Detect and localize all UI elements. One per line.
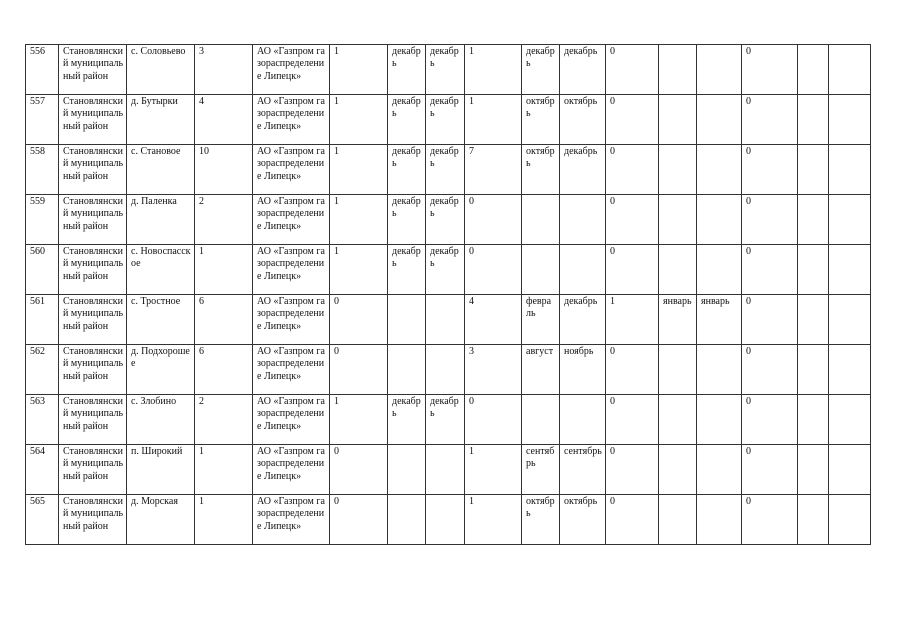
plan-a-to: декабрь [426, 95, 465, 145]
plan-c-to [697, 345, 742, 395]
count-cell: 1 [195, 495, 253, 545]
plan-b-to: ноябрь [560, 345, 606, 395]
plan-c-qty: 0 [606, 495, 659, 545]
table-row [26, 395, 871, 445]
organization-cell: АО «Газпром газораспределение Липецк» [253, 395, 330, 445]
extra-cell-1 [798, 345, 829, 395]
plan-c-qty: 0 [606, 245, 659, 295]
plan-c-qty: 0 [606, 345, 659, 395]
settlement-cell: с. Новоспасское [127, 245, 195, 295]
district-cell: Становлянский муниципальный район [59, 95, 127, 145]
plan-a-qty: 1 [330, 145, 388, 195]
plan-a-from: декабрь [388, 45, 426, 95]
plan-c-qty: 0 [606, 195, 659, 245]
count-cell: 2 [195, 395, 253, 445]
extra-cell-1 [798, 145, 829, 195]
plan-b-to: декабрь [560, 295, 606, 345]
plan-a-from: декабрь [388, 245, 426, 295]
organization-cell: АО «Газпром газораспределение Липецк» [253, 45, 330, 95]
settlement-cell: д. Паленка [127, 195, 195, 245]
extra-cell-1 [798, 445, 829, 495]
plan-b-to: декабрь [560, 145, 606, 195]
plan-a-from [388, 295, 426, 345]
plan-b-from [522, 395, 560, 445]
district-cell: Становлянский муниципальный район [59, 395, 127, 445]
extra-cell-1 [798, 195, 829, 245]
count-cell: 6 [195, 345, 253, 395]
settlement-cell: д. Подхорошее [127, 345, 195, 395]
extra-cell-2 [829, 395, 871, 445]
district-cell: Становлянский муниципальный район [59, 195, 127, 245]
plan-b-from [522, 195, 560, 245]
extra-cell-1 [798, 395, 829, 445]
plan-c-qty: 0 [606, 445, 659, 495]
district-cell: Становлянский муниципальный район [59, 495, 127, 545]
settlement-cell: с. Злобино [127, 395, 195, 445]
plan-a-qty: 1 [330, 95, 388, 145]
row-number: 560 [26, 245, 59, 295]
plan-a-to [426, 345, 465, 395]
plan-a-from: декабрь [388, 395, 426, 445]
plan-a-to: декабрь [426, 245, 465, 295]
table-body [26, 45, 871, 545]
plan-b-from: октябрь [522, 95, 560, 145]
extra-cell-2 [829, 145, 871, 195]
plan-b-from: октябрь [522, 145, 560, 195]
row-number: 558 [26, 145, 59, 195]
plan-b-from [522, 245, 560, 295]
plan-b-qty: 4 [465, 295, 522, 345]
plan-d-qty: 0 [742, 495, 798, 545]
settlement-cell: с. Становое [127, 145, 195, 195]
plan-d-qty: 0 [742, 445, 798, 495]
table-row [26, 95, 871, 145]
plan-a-qty: 1 [330, 195, 388, 245]
plan-b-from: август [522, 345, 560, 395]
plan-a-from: декабрь [388, 95, 426, 145]
plan-b-to: октябрь [560, 95, 606, 145]
district-cell: Становлянский муниципальный район [59, 345, 127, 395]
plan-d-qty: 0 [742, 395, 798, 445]
plan-a-qty: 0 [330, 295, 388, 345]
plan-a-qty: 0 [330, 445, 388, 495]
plan-b-qty: 1 [465, 95, 522, 145]
plan-d-qty: 0 [742, 145, 798, 195]
plan-b-to [560, 195, 606, 245]
plan-c-from [659, 345, 697, 395]
plan-b-qty: 1 [465, 495, 522, 545]
plan-a-qty: 0 [330, 345, 388, 395]
plan-b-qty: 7 [465, 145, 522, 195]
organization-cell: АО «Газпром газораспределение Липецк» [253, 295, 330, 345]
extra-cell-2 [829, 495, 871, 545]
plan-b-qty: 0 [465, 395, 522, 445]
plan-c-to [697, 495, 742, 545]
plan-a-from [388, 345, 426, 395]
plan-b-to: сентябрь [560, 445, 606, 495]
plan-c-to [697, 95, 742, 145]
count-cell: 4 [195, 95, 253, 145]
extra-cell-1 [798, 95, 829, 145]
plan-b-from: декабрь [522, 45, 560, 95]
plan-a-qty: 0 [330, 495, 388, 545]
plan-c-from [659, 95, 697, 145]
row-number: 563 [26, 395, 59, 445]
plan-a-to: декабрь [426, 395, 465, 445]
extra-cell-2 [829, 445, 871, 495]
count-cell: 10 [195, 145, 253, 195]
plan-a-qty: 1 [330, 245, 388, 295]
district-cell: Становлянский муниципальный район [59, 45, 127, 95]
plan-a-to [426, 295, 465, 345]
plan-b-from: сентябрь [522, 445, 560, 495]
settlement-cell: д. Морская [127, 495, 195, 545]
extra-cell-2 [829, 345, 871, 395]
table-row [26, 345, 871, 395]
plan-c-qty: 0 [606, 95, 659, 145]
plan-c-to [697, 145, 742, 195]
plan-d-qty: 0 [742, 295, 798, 345]
plan-c-to [697, 445, 742, 495]
table-row [26, 195, 871, 245]
plan-c-qty: 0 [606, 45, 659, 95]
plan-d-qty: 0 [742, 45, 798, 95]
table-row [26, 495, 871, 545]
organization-cell: АО «Газпром газораспределение Липецк» [253, 445, 330, 495]
plan-a-from [388, 495, 426, 545]
plan-b-qty: 0 [465, 245, 522, 295]
plan-c-from [659, 245, 697, 295]
plan-a-qty: 1 [330, 395, 388, 445]
plan-b-from: октябрь [522, 495, 560, 545]
extra-cell-2 [829, 195, 871, 245]
row-number: 561 [26, 295, 59, 345]
count-cell: 1 [195, 245, 253, 295]
extra-cell-2 [829, 295, 871, 345]
plan-b-qty: 0 [465, 195, 522, 245]
organization-cell: АО «Газпром газораспределение Липецк» [253, 195, 330, 245]
settlement-cell: с. Тростное [127, 295, 195, 345]
plan-c-to [697, 195, 742, 245]
count-cell: 6 [195, 295, 253, 345]
plan-d-qty: 0 [742, 345, 798, 395]
district-cell: Становлянский муниципальный район [59, 145, 127, 195]
plan-b-to: октябрь [560, 495, 606, 545]
plan-a-to: декабрь [426, 195, 465, 245]
count-cell: 1 [195, 445, 253, 495]
settlement-cell: с. Соловьево [127, 45, 195, 95]
plan-a-from [388, 445, 426, 495]
plan-a-from: декабрь [388, 145, 426, 195]
plan-c-from [659, 495, 697, 545]
plan-b-to: декабрь [560, 45, 606, 95]
district-cell: Становлянский муниципальный район [59, 445, 127, 495]
organization-cell: АО «Газпром газораспределение Липецк» [253, 495, 330, 545]
row-number: 564 [26, 445, 59, 495]
organization-cell: АО «Газпром газораспределение Липецк» [253, 245, 330, 295]
plan-c-from: январь [659, 295, 697, 345]
plan-b-to [560, 245, 606, 295]
extra-cell-1 [798, 495, 829, 545]
organization-cell: АО «Газпром газораспределение Липецк» [253, 95, 330, 145]
table-row [26, 245, 871, 295]
row-number: 559 [26, 195, 59, 245]
extra-cell-1 [798, 245, 829, 295]
plan-c-from [659, 445, 697, 495]
extra-cell-1 [798, 45, 829, 95]
plan-b-to [560, 395, 606, 445]
settlement-cell: п. Широкий [127, 445, 195, 495]
plan-d-qty: 0 [742, 195, 798, 245]
plan-c-from [659, 45, 697, 95]
settlement-cell: д. Бутырки [127, 95, 195, 145]
row-number: 562 [26, 345, 59, 395]
district-cell: Становлянский муниципальный район [59, 245, 127, 295]
table-row [26, 45, 871, 95]
extra-cell-2 [829, 245, 871, 295]
plan-c-from [659, 145, 697, 195]
row-number: 557 [26, 95, 59, 145]
table-row [26, 295, 871, 345]
plan-a-to [426, 445, 465, 495]
plan-c-to [697, 395, 742, 445]
plan-b-qty: 3 [465, 345, 522, 395]
plan-c-to [697, 45, 742, 95]
count-cell: 2 [195, 195, 253, 245]
plan-c-qty: 1 [606, 295, 659, 345]
gas-schedule-table [25, 44, 871, 545]
plan-a-from: декабрь [388, 195, 426, 245]
extra-cell-1 [798, 295, 829, 345]
row-number: 556 [26, 45, 59, 95]
plan-a-to [426, 495, 465, 545]
plan-b-from: февраль [522, 295, 560, 345]
plan-c-to: январь [697, 295, 742, 345]
extra-cell-2 [829, 45, 871, 95]
plan-d-qty: 0 [742, 245, 798, 295]
table-row [26, 145, 871, 195]
organization-cell: АО «Газпром газораспределение Липецк» [253, 145, 330, 195]
plan-c-qty: 0 [606, 145, 659, 195]
plan-a-qty: 1 [330, 45, 388, 95]
plan-a-to: декабрь [426, 45, 465, 95]
table-row [26, 445, 871, 495]
plan-a-to: декабрь [426, 145, 465, 195]
plan-c-to [697, 245, 742, 295]
plan-b-qty: 1 [465, 45, 522, 95]
plan-c-from [659, 395, 697, 445]
plan-b-qty: 1 [465, 445, 522, 495]
extra-cell-2 [829, 95, 871, 145]
row-number: 565 [26, 495, 59, 545]
organization-cell: АО «Газпром газораспределение Липецк» [253, 345, 330, 395]
plan-d-qty: 0 [742, 95, 798, 145]
plan-c-qty: 0 [606, 395, 659, 445]
count-cell: 3 [195, 45, 253, 95]
plan-c-from [659, 195, 697, 245]
district-cell: Становлянский муниципальный район [59, 295, 127, 345]
